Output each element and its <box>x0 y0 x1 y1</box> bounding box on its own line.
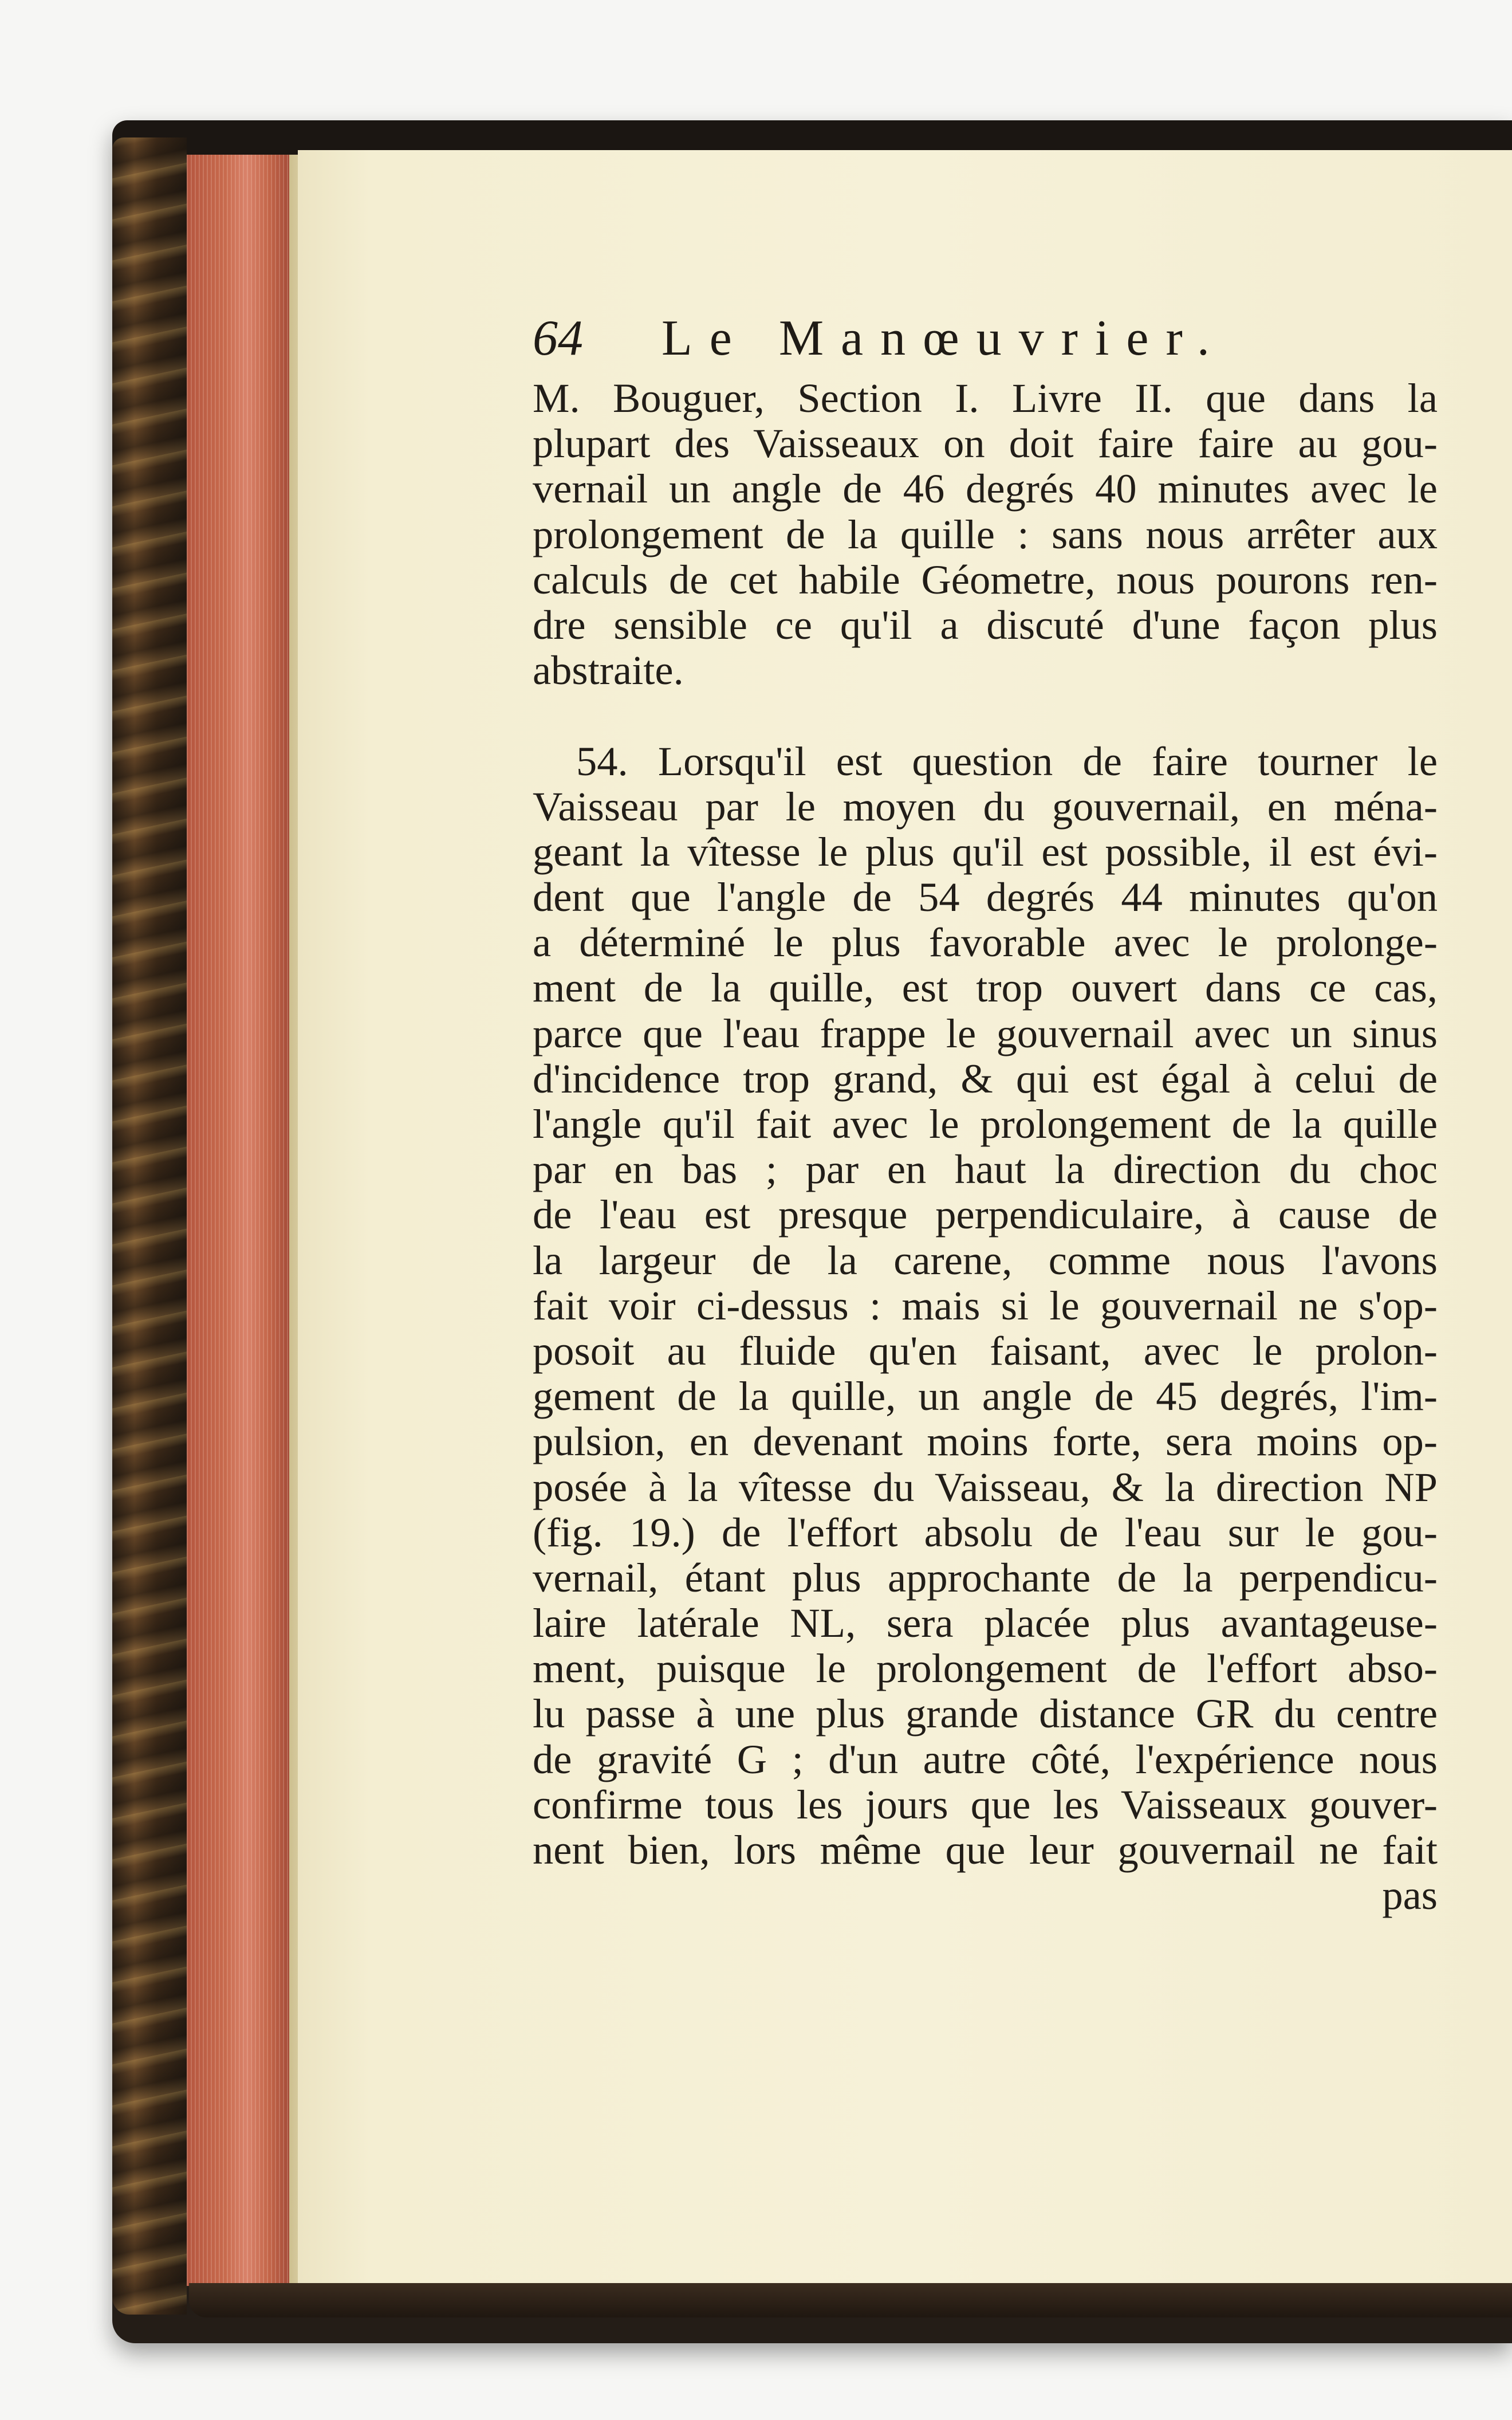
text-line: la largeur de la carene, comme nous l'avons <box>533 1236 1438 1283</box>
text-line: dent que l'angle de 54 degrés 44 minutes qu'on <box>533 874 1438 921</box>
text-line: fait voir ci-dessus : mais si le gouvernail ne s'op- <box>533 1282 1438 1329</box>
text-line: lu passe à une plus grande distance GR du centre <box>533 1690 1438 1737</box>
paragraph-gap <box>533 693 1438 738</box>
text-line: d'incidence trop grand, & qui est égal à celui de <box>533 1055 1438 1102</box>
text-line: posée à la vîtesse du Vaisseau, & la direction NP <box>533 1463 1438 1510</box>
paragraph-2 <box>533 738 1438 1873</box>
text-line: a déterminé le plus favorable avec le prolonge- <box>533 919 1438 966</box>
text-line: plupart des Vaisseaux on doit faire faire au gou- <box>533 420 1438 467</box>
book-bottom-edge <box>189 2283 1512 2317</box>
text-line: par en bas ; par en haut la direction du choc <box>533 1146 1438 1193</box>
text-line: parce que l'eau frappe le gouvernail avec un sinus <box>533 1009 1438 1056</box>
page-body <box>533 375 1438 1918</box>
text-line: de l'eau est presque perpendiculaire, à cause de <box>533 1191 1438 1238</box>
text-line: ment de la quille, est trop ouvert dans ce cas, <box>533 964 1438 1011</box>
text-line: dre sensible ce qu'il a discuté d'une façon plus <box>533 601 1438 648</box>
text-line: pulsion, en devenant moins forte, sera moins op- <box>533 1418 1438 1465</box>
text-line: (fig. 19.) de l'effort absolu de l'eau sur le gou- <box>533 1508 1438 1555</box>
text-line: nent bien, lors même que leur gouvernail ne fait <box>533 1826 1438 1873</box>
text-line: Vaisseau par le moyen du gouvernail, en ména- <box>533 783 1438 830</box>
text-line: vernail, étant plus approchante de la perpendicu- <box>533 1554 1438 1601</box>
text-line: posoit au fluide qu'en faisant, avec le prolon- <box>533 1327 1438 1374</box>
text-line: vernail un angle de 46 degrés 40 minutes avec le <box>533 465 1438 512</box>
text-line: de gravité G ; d'un autre côté, l'expérience nous <box>533 1735 1438 1782</box>
text-line: calculs de cet habile Géometre, nous pourons ren- <box>533 556 1438 603</box>
text-line: geant la vîtesse le plus qu'il est possible, il est évi- <box>533 828 1438 875</box>
text-line: l'angle qu'il fait avec le prolongement de la quille <box>533 1101 1438 1147</box>
paragraph-1 <box>533 375 1438 693</box>
book-cover-edge <box>112 138 187 2315</box>
text-line: ment, puisque le prolongement de l'effort abso- <box>533 1645 1438 1692</box>
text-line: confirme tous les jours que les Vaisseaux gouver- <box>533 1781 1438 1828</box>
text-line: gement de la quille, un angle de 45 degrés, l'im- <box>533 1373 1438 1420</box>
page-number: 64 <box>533 311 583 366</box>
catchword: pas <box>1382 1872 1438 1919</box>
text-line: M. Bouguer, Section I. Livre II. que dans la <box>533 375 1438 421</box>
running-title: Le Manœuvrier. <box>662 311 1227 366</box>
page-header <box>533 309 1438 372</box>
text-line: abstraite. <box>533 647 684 694</box>
text-line: prolongement de la quille : sans nous arrêter aux <box>533 510 1438 557</box>
text-line: laire latérale NL, sera placée plus avantageuse- <box>533 1600 1438 1647</box>
text-line: 54. Lorsqu'il est question de faire tourner le <box>576 737 1438 784</box>
page-edges-red <box>187 155 296 2286</box>
